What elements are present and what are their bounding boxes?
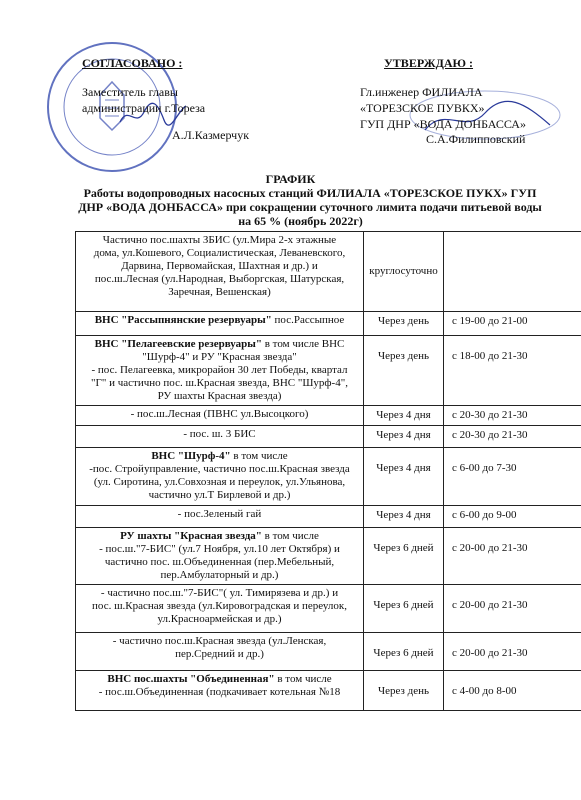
document-subtitle-2: ДНР «ВОДА ДОНБАССА» при сокращении суточного лимита подачи питьевой воды (78, 200, 542, 214)
area-cell (76, 528, 364, 585)
station-name: ВНС "Рассыпнянские резервуары" (94, 314, 272, 326)
approval-label-right: УТВЕРЖДАЮ : (384, 56, 474, 70)
table-row (76, 426, 581, 448)
schedule-cell: Через 4 дня (364, 448, 444, 506)
time-cell: с 20-00 до 21-30 (444, 528, 581, 585)
approver-org-left: администрации г.Тореза (82, 101, 206, 115)
area-cell (76, 312, 364, 336)
schedule-cell: Через 4 дня (364, 406, 444, 426)
area-text-line: - пос.Зеленый гай (177, 508, 262, 520)
schedule-cell: Через день (364, 671, 444, 711)
time-cell: с 19-00 до 21-00 (444, 312, 581, 336)
area-text-line: "Шурф-4" и РУ "Красная звезда" (142, 351, 297, 363)
area-text-line: - пос. ш. 3 БИС (183, 428, 256, 440)
area-text-line: частично пос. ш.Объединенная (пер.Мебельный, (104, 556, 335, 568)
table-row (76, 585, 581, 633)
approver-org-right: «ТОРЕЗСКОЕ ПУВКХ» (360, 101, 485, 115)
area-cell (76, 585, 364, 633)
area-cell (76, 506, 364, 528)
time-cell: с 6-00 до 9-00 (444, 506, 581, 528)
area-text-line: ул.Красноармейская и др.) (157, 613, 282, 625)
document-title: ГРАФИК (265, 172, 316, 186)
approval-label-left: СОГЛАСОВАНО : (82, 56, 183, 70)
time-cell: с 20-30 до 21-30 (444, 426, 581, 448)
schedule-cell: Через 4 дня (364, 506, 444, 528)
area-text-line: пос. ш.Красная звезда (ул.Кировоградская и переулок, (92, 600, 347, 612)
station-note: в том числе (261, 530, 319, 542)
area-text-line: Частично пос.шахты ЗБИС (ул.Мира 2-х этажные (102, 234, 337, 246)
area-text-line: - частично пос.ш."7-БИС"( ул. Тимирязева и др.) и (100, 587, 339, 599)
area-text-line: пер.Средний и др.) (175, 648, 264, 660)
area-text-line: (ул. Сиротина, ул.Совхозная и переулок, ул.Ульянова, (93, 476, 346, 488)
area-cell (76, 426, 364, 448)
time-cell: с 20-30 до 21-30 (444, 406, 581, 426)
schedule-table (75, 231, 581, 711)
area-text-line: Дарвина, Первомайская, Шахтная и др.) и (121, 260, 318, 272)
time-cell: с 18-00 до 21-30 (444, 336, 581, 406)
schedule-cell: Через 6 дней (364, 528, 444, 585)
approver-name-right: С.А.Филипповский (426, 132, 526, 146)
area-text-line: пер.Амбулаторный и др.) (160, 569, 279, 581)
area-text-line: - частично пос.ш.Красная звезда (ул.Ленская, (112, 635, 327, 647)
area-text-line: пос.ш.Лесная (ул.Народная, Выборгская, Шатурская, (94, 273, 345, 285)
approver-title-right: Гл.инженер ФИЛИАЛА (360, 85, 483, 99)
schedule-cell: Через 6 дней (364, 585, 444, 633)
area-text-line: РУ шахты Красная звезда) (157, 390, 282, 402)
table-row (76, 232, 581, 312)
time-cell (444, 232, 581, 312)
document-subtitle-3: на 65 % (ноябрь 2022г) (238, 214, 363, 228)
station-note: пос.Рассыпное (271, 314, 345, 326)
document-subtitle-1: Работы водопроводных насосных станций ФИЛИАЛА «ТОРЕЗСКОЕ ПУКХ» ГУП (83, 186, 537, 200)
time-cell: с 20-00 до 21-30 (444, 585, 581, 633)
table-row (76, 528, 581, 585)
table-row (76, 312, 581, 336)
schedule-cell: Через день (364, 336, 444, 406)
approver-name-left: А.Л.Казмерчук (172, 128, 250, 142)
area-text-line: - пос.ш.Лесная (ПВНС ул.Высоцкого) (130, 408, 309, 420)
table-row (76, 671, 581, 711)
time-cell: с 20-00 до 21-30 (444, 633, 581, 671)
schedule-cell: Через 6 дней (364, 633, 444, 671)
area-cell (76, 406, 364, 426)
station-name: ВНС "Пелагеевские резервуары" (94, 338, 262, 350)
area-text-line: - пос.ш."7-БИС" (ул.7 Ноября, ул.10 лет Октября) и (99, 543, 340, 555)
table-row (76, 506, 581, 528)
station-note: в том числе (274, 673, 332, 685)
approver-title-left: Заместитель главы (82, 85, 178, 99)
area-text-line: частично ул.Т Бирлевой и др.) (148, 489, 291, 501)
time-cell: с 6-00 до 7-30 (444, 448, 581, 506)
area-cell (76, 448, 364, 506)
table-row (76, 336, 581, 406)
area-text-line: Заречная, Вешенская) (168, 286, 271, 298)
area-text-line: -пос. Стройуправление, частично пос.ш.Красная звезда (89, 463, 350, 475)
area-text-line: - пос.ш.Объединенная (подкачивает котельная №18 (98, 686, 341, 698)
station-name: ВНС "Шурф-4" (151, 450, 231, 462)
station-name: РУ шахты "Красная звезда" (120, 530, 262, 542)
station-note: в том числе (230, 450, 288, 462)
table-row (76, 406, 581, 426)
area-text-line: - пос. Пелагеевка, микрорайон 30 лет Победы, квартал (91, 364, 348, 376)
area-cell (76, 232, 364, 312)
station-note: в том числе ВНС (261, 338, 345, 350)
schedule-cell: Через 4 дня (364, 426, 444, 448)
approver-company-right: ГУП ДНР «ВОДА ДОНБАССА» (360, 117, 526, 131)
area-cell (76, 671, 364, 711)
area-text-line: дома, ул.Кошевого, Социалистическая, Леваневского, (93, 247, 346, 259)
schedule-cell: круглосуточно (364, 232, 444, 312)
area-text-line: "Г" и частично пос. ш.Красная звезда, ВНС "Шурф-4", (91, 377, 348, 389)
area-cell (76, 633, 364, 671)
station-name: ВНС пос.шахты "Объединенная" (107, 673, 275, 685)
table-row (76, 633, 581, 671)
area-cell (76, 336, 364, 406)
time-cell: с 4-00 до 8-00 (444, 671, 581, 711)
table-row (76, 448, 581, 506)
schedule-cell: Через день (364, 312, 444, 336)
